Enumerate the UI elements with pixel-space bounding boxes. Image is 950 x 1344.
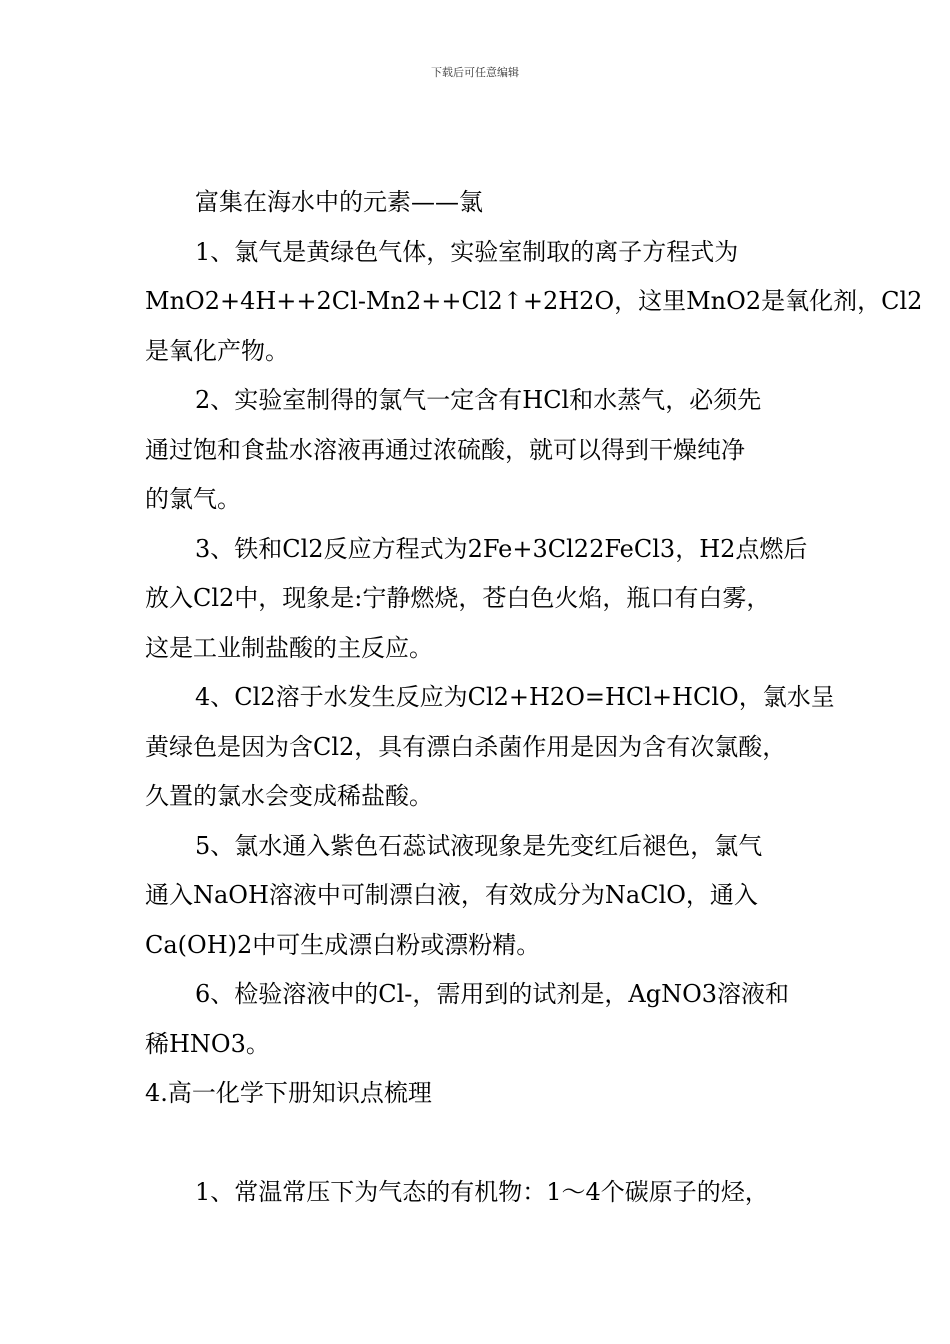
- list-item: [145, 525, 815, 674]
- paragraph-line: 1、常温常压下为气态的有机物：1～4个碳原子的烃，: [195, 1178, 769, 1206]
- paragraph-line: 放入Cl2中，现象是:宁静燃烧，苍白色火焰，瓶口有白雾，: [145, 584, 771, 612]
- list-item: [145, 970, 815, 1069]
- paragraph-line: 这是工业制盐酸的主反应。: [145, 633, 433, 662]
- paragraph-line: 2、实验室制得的氯气一定含有HCl和水蒸气，必须先: [195, 386, 762, 414]
- list-item: [145, 228, 923, 377]
- paragraph-line: 久置的氯水会变成稀盐酸。: [145, 782, 433, 810]
- blank-line: [145, 1119, 815, 1169]
- paragraph-line: 稀HNO3。: [145, 1029, 270, 1058]
- paragraph-line: 4、Cl2溶于水发生反应为Cl2+H2O=HCl+HClO，氯水呈: [195, 683, 835, 711]
- paragraph-line: Ca(OH)2中可生成漂白粉或漂粉精。: [145, 930, 541, 959]
- list-item: [145, 822, 815, 971]
- paragraph-line: 通入NaOH溶液中可制漂白液，有效成分为NaClO，通入: [145, 881, 758, 909]
- paragraph-line: 的氯气。: [145, 485, 241, 513]
- section-title: 富集在海水中的元素——氯: [195, 188, 483, 216]
- paragraph-line: 通过饱和食盐水溶液再通过浓硫酸，就可以得到干燥纯净: [145, 435, 745, 464]
- document-body: [145, 178, 923, 1218]
- page-header-note: 下载后可任意编辑: [431, 66, 519, 79]
- paragraph-line: 5、氯水通入紫色石蕊试液现象是先变红后褪色，氯气: [195, 831, 763, 860]
- list-item: [145, 673, 835, 822]
- paragraph-line: 黄绿色是因为含Cl2，具有漂白杀菌作用是因为含有次氯酸，: [145, 732, 787, 761]
- list-item: [145, 376, 815, 525]
- paragraph-line: 1、氯气是黄绿色气体，实验室制取的离子方程式为: [195, 237, 739, 266]
- paragraph-line: 是氧化产物。: [145, 336, 289, 365]
- section-heading: 4.高一化学下册知识点梳理: [145, 1079, 432, 1107]
- paragraph-line: 6、检验溶液中的Cl-，需用到的试剂是，AgNO3溶液和: [195, 980, 790, 1008]
- paragraph-line: MnO2+4H++2Cl-Mn2++Cl2↑+2H2O，这里MnO2是氧化剂，Cl2: [145, 287, 923, 315]
- paragraph-line: 3、铁和Cl2反应方程式为2Fe+3Cl22FeCl3，H2点燃后: [195, 534, 808, 563]
